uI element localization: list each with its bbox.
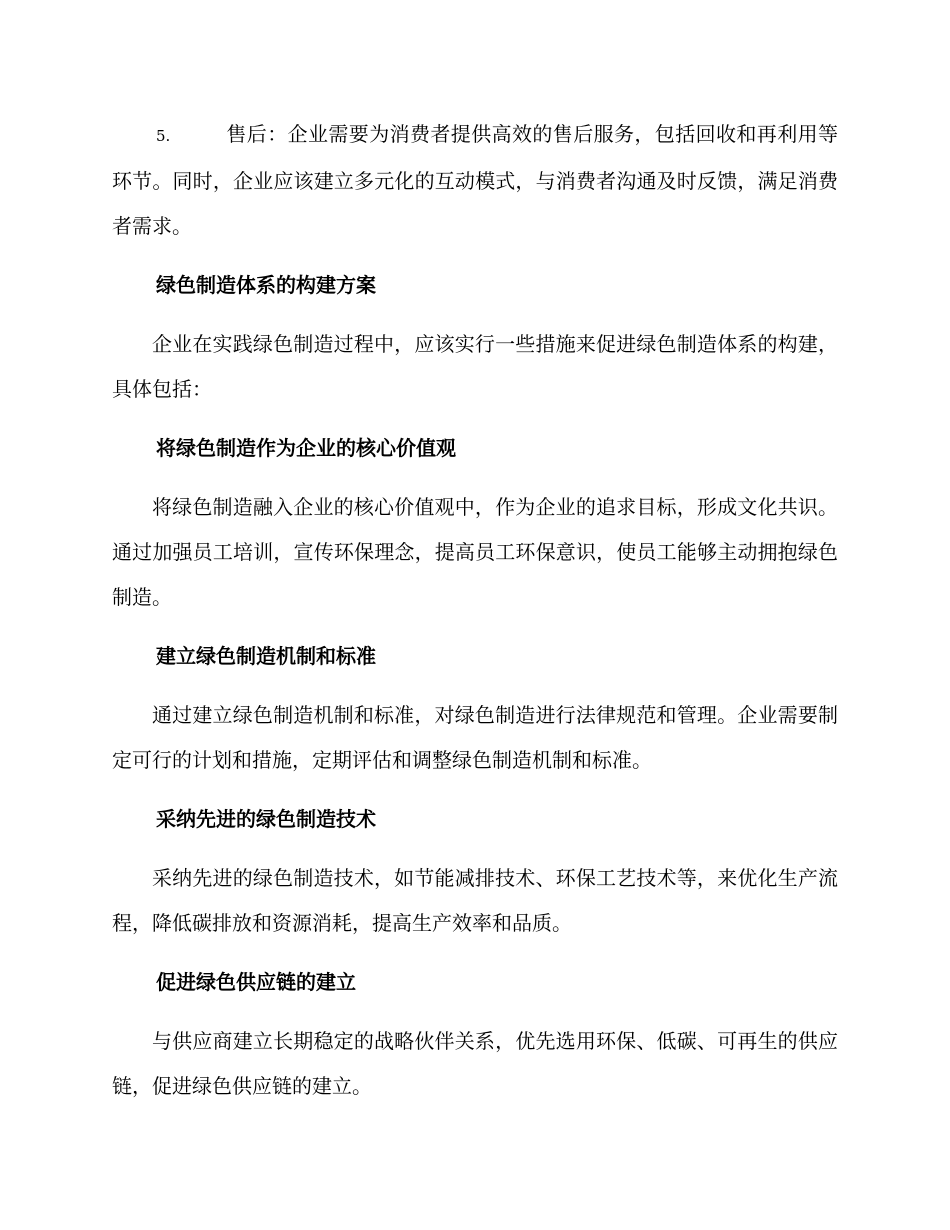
subsection-body-mechanism: 通过建立绿色制造机制和标准，对绿色制造进行法律规范和管理。企业需要制定可行的计划和措施，定期评估和调整绿色制造机制和标准。 [112, 703, 838, 772]
spacer [112, 249, 838, 263]
subsection-body-core-values: 将绿色制造融入企业的核心价值观中，作为企业的追求目标，形成文化共识。通过加强员工培训，宣传环保理念，提高员工环保意识，使员工能够主动拥抱绿色制造。 [112, 495, 838, 609]
spacer [112, 620, 838, 634]
spacer [112, 679, 838, 693]
spacer [112, 308, 838, 322]
spacer [112, 1005, 838, 1019]
section-intro: 企业在实践绿色制造过程中，应该实行一些措施来促进绿色制造体系的构建，具体包括： [112, 332, 838, 401]
spacer [112, 471, 838, 485]
spacer [112, 842, 838, 856]
spacer [112, 412, 838, 426]
spacer [112, 946, 838, 960]
subsection-body-supply-chain: 与供应商建立长期稳定的战略伙伴关系，优先选用环保、低碳、可再生的供应链，促进绿色供应链的建立。 [112, 1029, 838, 1098]
list-number: 5. [156, 127, 171, 145]
subsection-body-technology: 采纳先进的绿色制造技术，如节能减排技术、环保工艺技术等，来优化生产流程，降低碳排放和资源消耗，提高生产效率和品质。 [112, 866, 838, 935]
paragraph-text: 售后：企业需要为消费者提供高效的售后服务，包括回收和再利用等环节。同时，企业应该建立多元化的互动模式，与消费者沟通及时反馈，满足消费者需求。 [112, 122, 838, 238]
section-heading: 绿色制造体系的构建方案 [156, 273, 376, 297]
subsection-heading-supply-chain: 促进绿色供应链的建立 [156, 970, 356, 994]
subsection-heading-technology: 采纳先进的绿色制造技术 [156, 807, 376, 831]
subsection-heading-mechanism: 建立绿色制造机制和标准 [156, 644, 376, 668]
subsection-heading-core-values: 将绿色制造作为企业的核心价值观 [156, 436, 456, 460]
numbered-paragraph-5 [112, 112, 838, 249]
spacer [112, 783, 838, 797]
